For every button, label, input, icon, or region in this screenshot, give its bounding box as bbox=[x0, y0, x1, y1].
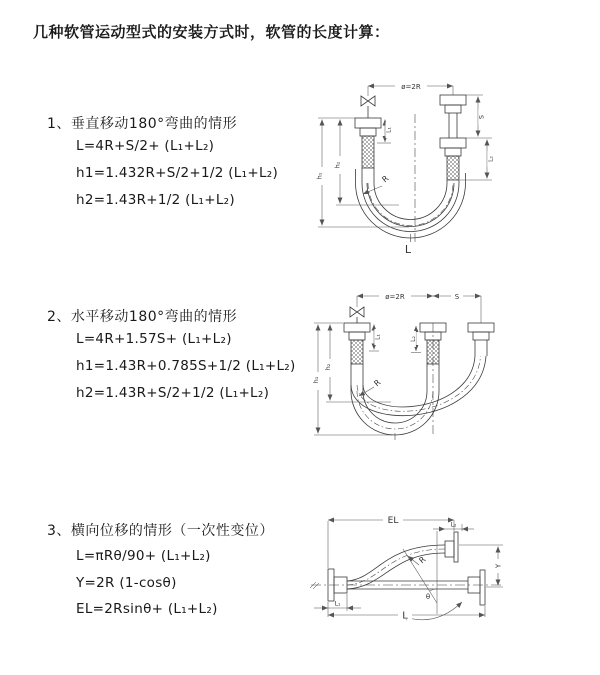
dim-label-r: R bbox=[380, 173, 391, 185]
formula-line: L=πRθ/90+ (L₁+L₂) bbox=[76, 548, 211, 564]
formula-line: h2=1.43R+1/2 (L₁+L₂) bbox=[76, 192, 235, 208]
section-1-heading: 1、垂直移动180°弯曲的情形 bbox=[47, 116, 238, 132]
dim-label-l1: L₁ bbox=[334, 600, 341, 608]
dimension-lines bbox=[318, 86, 492, 227]
dim-label-h2: h₂ bbox=[333, 161, 342, 169]
dim-label-r: R bbox=[417, 554, 428, 566]
dim-label-l1: L₁ bbox=[385, 127, 393, 133]
dim-label-r: R bbox=[372, 377, 383, 389]
dim-label-l2: L₂ bbox=[450, 521, 457, 529]
dim-label-l2: L₂ bbox=[410, 336, 417, 342]
dim-label-span: ø=2R bbox=[385, 292, 405, 301]
dim-label-l2: L₂ bbox=[487, 156, 495, 162]
valve-icon bbox=[350, 307, 357, 317]
dim-label-l1: L₁ bbox=[374, 334, 382, 340]
formula-line: L=4R+1.57S+ (L₁+L₂) bbox=[76, 331, 232, 347]
page-title: 几种软管运动型式的安装方式时，软管的长度计算： bbox=[33, 23, 390, 41]
valve-icon bbox=[368, 96, 375, 106]
valve-icon bbox=[357, 307, 364, 317]
formula-line: EL=2Rsinθ+ (L₁+L₂) bbox=[76, 601, 218, 617]
section-2-heading: 2、水平移动180°弯曲的情形 bbox=[47, 309, 238, 325]
section-3-heading: 3、横向位移的情形（一次性变位） bbox=[47, 523, 274, 539]
dimension-labels bbox=[312, 292, 463, 390]
dim-label-y: Y bbox=[494, 563, 503, 569]
dim-label-s: S bbox=[454, 292, 460, 301]
valve-icon bbox=[361, 96, 368, 106]
dimension-labels bbox=[335, 515, 503, 622]
dim-label-s: S bbox=[477, 114, 486, 120]
dim-label-l: L bbox=[402, 610, 408, 622]
formula-line: Y=2R (1-cosθ) bbox=[76, 575, 177, 591]
dimension-lines bbox=[314, 520, 503, 620]
dim-label-h2: h₂ bbox=[323, 363, 332, 371]
dim-label-span: ø=2R bbox=[401, 83, 421, 91]
hose-drawing bbox=[355, 95, 466, 242]
formula-line: h2=1.43R+S/2+1/2 (L₁+L₂) bbox=[76, 385, 270, 401]
dim-label-theta: θ bbox=[425, 593, 431, 601]
diagram-lateral-displacement bbox=[305, 505, 600, 645]
dim-label-el: EL bbox=[387, 516, 399, 526]
dim-label-h1: h₁ bbox=[315, 172, 324, 180]
formula-line: h1=1.43R+0.785S+1/2 (L₁+L₂) bbox=[76, 358, 296, 374]
dim-label-l: L bbox=[404, 243, 412, 256]
diagram-vertical-180-bend bbox=[313, 72, 580, 262]
hose-drawing bbox=[344, 307, 494, 440]
hose-drawing bbox=[310, 532, 501, 605]
dimension-lines bbox=[314, 296, 481, 435]
dim-label-h1: h₁ bbox=[312, 376, 320, 384]
diagram-horizontal-180-bend bbox=[312, 283, 588, 448]
dimension-labels bbox=[315, 82, 494, 256]
formula-line: h1=1.432R+S/2+1/2 (L₁+L₂) bbox=[76, 165, 279, 181]
formula-line: L=4R+S/2+ (L₁+L₂) bbox=[76, 138, 215, 154]
